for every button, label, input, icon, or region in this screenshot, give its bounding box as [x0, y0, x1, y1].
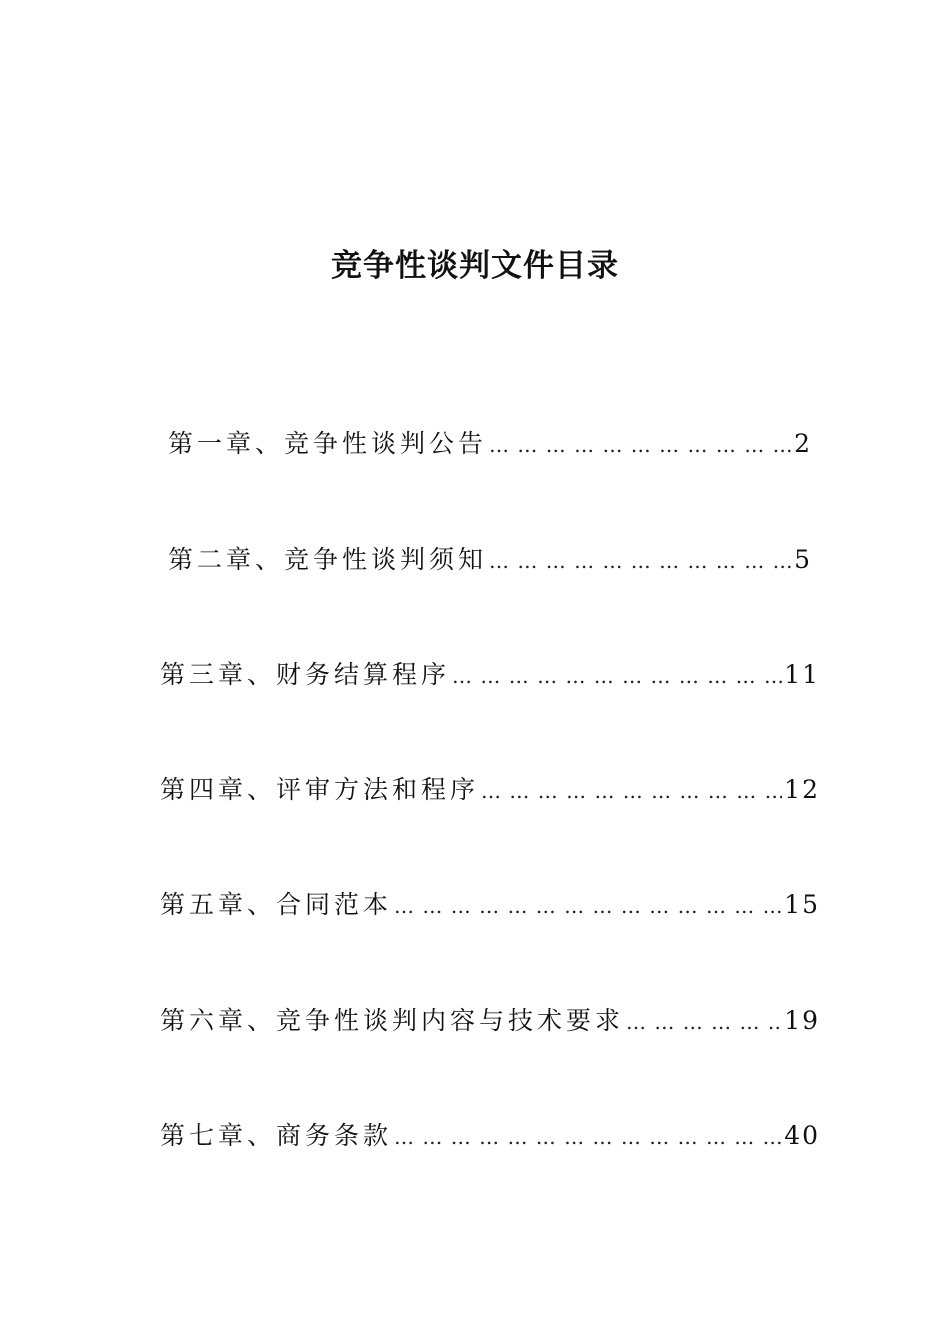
page-title: 竞争性谈判文件目录 [331, 248, 619, 284]
toc-entry-label: 第三章、财务结算程序 [160, 660, 451, 689]
toc-leader-dots [481, 771, 782, 811]
toc-entry-label: 第七章、商务条款 [160, 1121, 393, 1150]
toc-entry-label: 第四章、评审方法和程序 [160, 775, 480, 804]
toc-entry-chapter-7[interactable] [160, 1116, 820, 1156]
toc-entry-chapter-3[interactable] [160, 655, 820, 695]
toc-leader-dots [394, 1117, 782, 1157]
toc-entry-page-number: 2 [794, 429, 812, 458]
toc-entry-label: 第六章、竞争性谈判内容与技术要求 [160, 1006, 625, 1035]
toc-entry-page-number: 5 [794, 545, 812, 574]
toc-entry-label: 第二章、竞争性谈判须知 [168, 545, 488, 574]
toc-entry-chapter-4[interactable] [160, 770, 820, 810]
toc-entry-page-number: 12 [784, 775, 820, 804]
toc-entry-label: 第五章、合同范本 [160, 890, 393, 919]
toc-leader-dots [489, 541, 792, 581]
toc-leader-dots [489, 425, 792, 465]
toc-entry-chapter-5[interactable] [160, 885, 820, 925]
toc-leader-dots [626, 1002, 782, 1042]
toc-entry-label: 第一章、竞争性谈判公告 [168, 429, 488, 458]
toc-entry-chapter-6[interactable] [160, 1001, 820, 1041]
toc-entry-chapter-2[interactable] [168, 540, 812, 580]
toc-entry-page-number: 11 [784, 660, 820, 689]
toc-entry-page-number: 15 [784, 890, 820, 919]
toc-entry-page-number: 19 [784, 1006, 820, 1035]
toc-entry-chapter-1[interactable] [168, 424, 812, 464]
toc-leader-dots [394, 886, 782, 926]
toc-leader-dots [452, 656, 782, 696]
toc-entry-page-number: 40 [784, 1121, 820, 1150]
